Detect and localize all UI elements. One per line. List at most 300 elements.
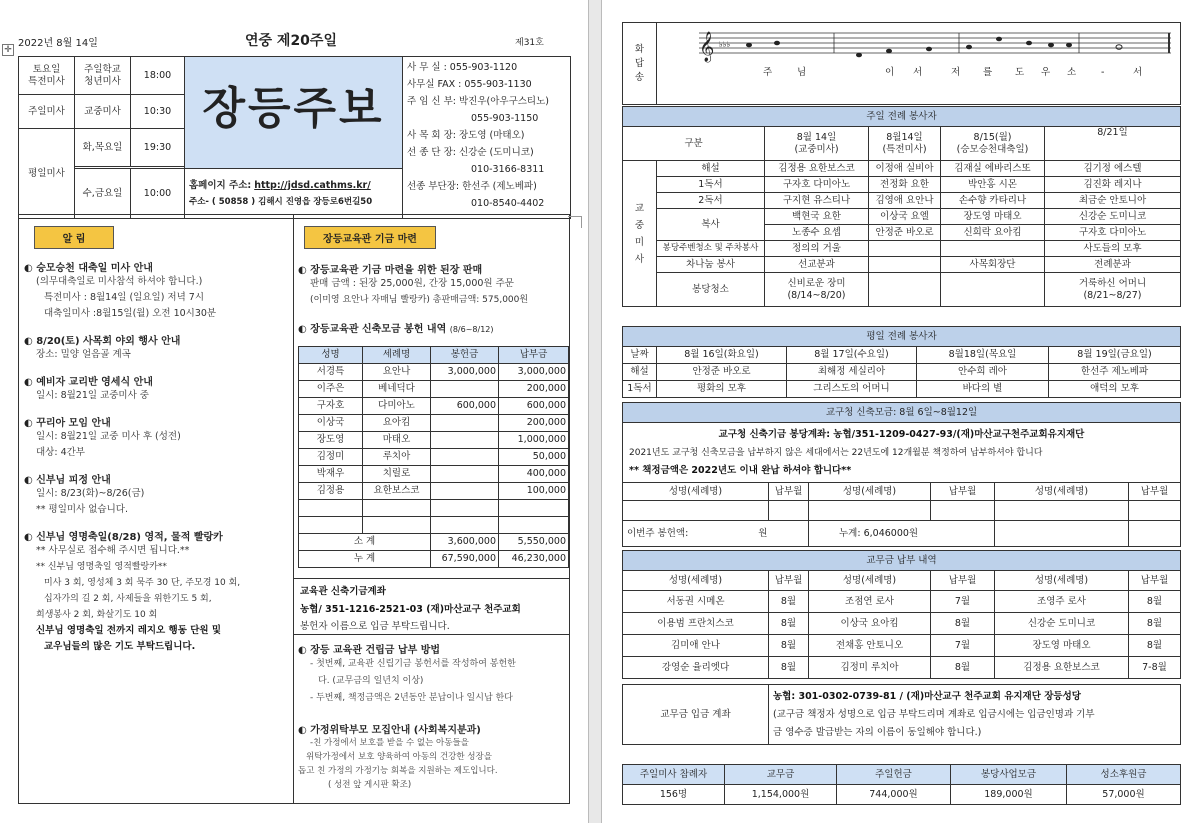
table-cell: 100,000 bbox=[499, 483, 569, 500]
contact-line: 선 종 단 장: 신강순 (도미니코) bbox=[407, 147, 534, 158]
table-cell: 루치아 bbox=[363, 449, 431, 466]
music-staff-icon bbox=[659, 23, 1179, 103]
table-cell bbox=[869, 257, 941, 273]
contacts-cell bbox=[403, 57, 571, 219]
fund-heading: 장등교육관 기금 마련 bbox=[304, 226, 436, 249]
col-header: 성명(세례명) bbox=[623, 483, 769, 501]
table-cell: 7-8월 bbox=[1129, 657, 1181, 679]
mass-kind: 수,금요일 bbox=[75, 169, 131, 219]
weekly-unit: 원 bbox=[758, 527, 768, 539]
notice-heading: ◐ 꾸리아 모임 안내 bbox=[24, 418, 111, 429]
table-row bbox=[299, 449, 569, 466]
subtotal-row bbox=[299, 534, 569, 551]
issue-number: 제31호 bbox=[515, 38, 544, 48]
table-cell: 이상국 요아킴 bbox=[809, 613, 931, 635]
table-cell: 400,000 bbox=[499, 466, 569, 483]
lyric: 도 bbox=[1015, 67, 1025, 78]
table-cell bbox=[499, 517, 569, 534]
table-cell: 김정미 bbox=[299, 449, 363, 466]
page-gutter bbox=[588, 0, 602, 823]
table-cell bbox=[431, 449, 499, 466]
table-cell: 200,000 bbox=[499, 415, 569, 432]
table-cell: 3,000,000 bbox=[431, 364, 499, 381]
fund-method-block bbox=[294, 634, 570, 796]
col-header: 성명(세례명) bbox=[623, 571, 769, 591]
table-cell bbox=[941, 241, 1045, 257]
table-cell: 안정준 바오로 bbox=[869, 225, 941, 241]
lyric: 이 bbox=[885, 67, 895, 78]
table-cell: 구자호 다미아노 bbox=[765, 177, 869, 193]
table-cell bbox=[931, 501, 995, 521]
table-cell bbox=[623, 501, 769, 521]
table-row bbox=[623, 635, 1181, 657]
col-header: 날짜 bbox=[623, 347, 657, 364]
table-row bbox=[623, 177, 1181, 193]
notice-line: 일시: 8월21일 교중 미사 후 (성전) bbox=[36, 431, 181, 442]
table-cell bbox=[499, 500, 569, 517]
table-row bbox=[623, 209, 1181, 225]
table-cell bbox=[869, 273, 941, 307]
table-cell: 8월 bbox=[1129, 635, 1181, 657]
table-cell: 소 계 bbox=[299, 534, 431, 551]
table-cell: 김미애 안나 bbox=[623, 635, 769, 657]
svg-text:𝄞: 𝄞 bbox=[699, 32, 715, 62]
col-header: 주일헌금 bbox=[837, 765, 951, 785]
col-header: 성명(세례명) bbox=[995, 571, 1129, 591]
table-cell: 8월 bbox=[931, 657, 995, 679]
table-cell: 구자호 bbox=[299, 398, 363, 415]
col-header: 8월 14일 (교중미사) bbox=[765, 127, 869, 161]
notice-heading: ◐ 신부님 영명축일(8/28) 영적, 물적 빨랑카 bbox=[24, 532, 223, 543]
mass-day: 주일미사 bbox=[19, 95, 75, 129]
col-header: 납부월 bbox=[931, 483, 995, 501]
side-label: 교 중 미 사 bbox=[623, 161, 657, 307]
col-header: 구분 bbox=[623, 127, 765, 161]
table-cell: 장도영 bbox=[299, 432, 363, 449]
lyric: 님 bbox=[797, 67, 807, 78]
table-cell: 600,000 bbox=[499, 398, 569, 415]
table-cell: 신강순 도미니코 bbox=[995, 613, 1129, 635]
hymn-label: 화 답 송 bbox=[623, 23, 657, 105]
contact-line: 055-903-1150 bbox=[471, 113, 539, 124]
table-row bbox=[299, 500, 569, 517]
contact-line: 사 목 회 장: 장도영 (마태오) bbox=[407, 130, 525, 141]
notice-closing: 교우님들의 많은 기도 부탁드립니다. bbox=[44, 641, 196, 652]
lyric: 우 bbox=[1041, 67, 1051, 78]
notice-heading: ◐ 신부님 피정 안내 bbox=[24, 475, 111, 486]
notice-line: 미사 3 회, 영성체 3 회 묵주 30 단, 주모경 10 회, bbox=[44, 578, 241, 588]
foster-heading: ◐ 가정위탁부모 모집안내 (사회복지분과) bbox=[298, 725, 481, 736]
foster-line: -친 가정에서 보호를 받을 수 없는 아동들을 bbox=[310, 738, 469, 748]
table-cell: 안수희 레아 bbox=[917, 364, 1049, 381]
table-cell: 사목회장단 bbox=[941, 257, 1045, 273]
hymn-lyrics bbox=[657, 67, 1177, 81]
table-cell: 요한보스코 bbox=[363, 483, 431, 500]
weekly-offering bbox=[623, 521, 809, 547]
diocese-info bbox=[623, 423, 1181, 483]
table-cell bbox=[809, 501, 931, 521]
dues-account-info bbox=[769, 685, 1181, 745]
table-cell: 장도영 마태오 bbox=[995, 635, 1129, 657]
table-cell bbox=[1129, 521, 1181, 547]
table-row bbox=[299, 381, 569, 398]
table-row bbox=[623, 613, 1181, 635]
table-cell bbox=[995, 521, 1129, 547]
table-cell: 다미아노 bbox=[363, 398, 431, 415]
paper-nameplate bbox=[185, 57, 403, 169]
dues-account: 농협: 301-0302-0739-81 / (재)마산교구 천주교회 유지재단 장등성당 bbox=[773, 690, 1081, 702]
notice-block bbox=[24, 528, 289, 655]
method-heading: ◐ 장등 교육관 건립금 납부 방법 bbox=[298, 645, 441, 656]
table-row bbox=[623, 364, 1181, 381]
col-header: 성명 bbox=[299, 347, 363, 364]
table-row bbox=[299, 517, 569, 534]
table-cell bbox=[299, 517, 363, 534]
table-cell bbox=[431, 500, 499, 517]
lyric: 서 bbox=[1133, 67, 1143, 78]
fund-account-block bbox=[294, 578, 570, 639]
table-cell: 조점연 로사 bbox=[809, 591, 931, 613]
weekly-label: 이번주 봉헌액: bbox=[627, 527, 689, 539]
cumulative bbox=[809, 521, 995, 547]
table-cell: 박재우 bbox=[299, 466, 363, 483]
page-corner-marker bbox=[568, 216, 582, 228]
table-row bbox=[623, 241, 1181, 257]
notice-closing: 신부님 영명축일 전까지 레지오 행동 단원 및 bbox=[36, 625, 222, 636]
table-row bbox=[623, 785, 1181, 805]
dues-note: (교구금 책정자 성명으로 입금 부탁드리며 계좌로 입금시에는 입금인명과 기부 bbox=[773, 708, 1095, 720]
diocese-fund-table bbox=[622, 402, 1181, 547]
move-handle-icon[interactable]: ✛ bbox=[2, 44, 14, 56]
dues-table bbox=[622, 550, 1181, 745]
cum-value: 6,046000원 bbox=[863, 527, 919, 539]
notice-line: ** 사무실로 접수해 주시면 됩니다.** bbox=[36, 545, 190, 556]
table-cell: 8월 bbox=[931, 613, 995, 635]
table-cell: 67,590,000 bbox=[431, 551, 499, 568]
lyric: 소 bbox=[1067, 67, 1077, 78]
mass-time: 18:00 bbox=[131, 57, 185, 95]
table-cell: 평화의 모후 bbox=[657, 381, 787, 398]
table-cell: 8월 bbox=[769, 635, 809, 657]
mass-day: 평일미사 bbox=[19, 129, 75, 219]
table-row bbox=[299, 432, 569, 449]
table-cell: 8월 bbox=[1129, 591, 1181, 613]
table-cell bbox=[1129, 501, 1181, 521]
table-cell: 8월 bbox=[769, 613, 809, 635]
table-cell: 김정용 bbox=[299, 483, 363, 500]
fund-column bbox=[298, 226, 568, 335]
svg-text:♭♭♭: ♭♭♭ bbox=[719, 40, 731, 49]
mass-kind: 화,목요일 bbox=[75, 129, 131, 167]
col-header: 8월 17일(수요일) bbox=[787, 347, 917, 364]
notice-heading: ◐ 승모승천 대축일 미사 안내 bbox=[24, 263, 153, 274]
table-cell: 백현국 요한 bbox=[765, 209, 869, 225]
table-cell: 156명 bbox=[623, 785, 725, 805]
col-header: 8/21일 bbox=[1045, 127, 1181, 161]
sale-line: (이미영 요안나 자매님 빨랑카) 총판매금액: 575,000원 bbox=[310, 295, 529, 305]
col-header: 성명(세례명) bbox=[995, 483, 1129, 501]
table-row bbox=[623, 161, 1181, 177]
notice-block bbox=[24, 259, 289, 322]
table-cell bbox=[299, 500, 363, 517]
contact-line: 사 무 실 : 055-903-1120 bbox=[407, 62, 518, 73]
notice-line: (의무대축일로 미사참석 하셔야 합니다.) bbox=[36, 276, 203, 287]
table-cell: 이주은 bbox=[299, 381, 363, 398]
col-header: 봉헌금 bbox=[431, 347, 499, 364]
col-header: 납부금 bbox=[499, 347, 569, 364]
table-cell: 이상국 bbox=[299, 415, 363, 432]
table-cell: 3,000,000 bbox=[499, 364, 569, 381]
table-cell bbox=[363, 500, 431, 517]
table-row bbox=[623, 193, 1181, 209]
table-row bbox=[299, 483, 569, 500]
diocese-account: 교구청 신축기금 봉당계좌: 농협/351-1209-0427-93/(재)마산교구천주교회유지재단 bbox=[718, 428, 1085, 440]
table-cell: 8월 bbox=[1129, 613, 1181, 635]
notice-block bbox=[24, 414, 289, 461]
table-cell bbox=[869, 241, 941, 257]
sunday-servers-table bbox=[622, 106, 1181, 307]
paper-name: 장등주보 bbox=[202, 82, 385, 134]
dues-note: 금 영수증 발급받는 자의 이름이 동일해야 합니다.) bbox=[773, 726, 982, 738]
mass-kind: 교중미사 bbox=[75, 95, 131, 129]
notice-block bbox=[24, 373, 289, 404]
table-row bbox=[623, 657, 1181, 679]
table-cell: 그리스도의 어머니 bbox=[787, 381, 917, 398]
notices-heading: 알 림 bbox=[34, 226, 114, 249]
table-cell bbox=[431, 483, 499, 500]
col-header: 8/15(월) (승모승천대축일) bbox=[941, 127, 1045, 161]
table-cell: 신강순 도미니코 bbox=[1045, 209, 1181, 225]
mass-time: 10:00 bbox=[131, 169, 185, 219]
foster-line: 위탁가정에서 보호 양육하여 아동의 건강한 성장을 bbox=[306, 752, 492, 762]
hymn-score bbox=[657, 23, 1181, 105]
table-cell: 1,154,000원 bbox=[725, 785, 837, 805]
contact-line: 사무실 FAX : 055-903-1130 bbox=[407, 79, 532, 90]
table-cell: 해설 bbox=[657, 161, 765, 177]
parish-address: 주소- ( 50858 ) 김해시 진영읍 장등로6번길50 bbox=[189, 196, 373, 207]
table-cell: 구지현 유스티나 bbox=[765, 193, 869, 209]
weekday-servers-table bbox=[622, 326, 1181, 398]
table-cell: 1독서 bbox=[623, 381, 657, 398]
notice-line: ** 신부님 영명축일 영적빨랑카** bbox=[36, 562, 167, 572]
table-cell: 애덕의 모후 bbox=[1049, 381, 1181, 398]
table-cell: 서동권 시메온 bbox=[623, 591, 769, 613]
mass-time: 19:30 bbox=[131, 129, 185, 167]
table-cell: 이용범 프란치스코 bbox=[623, 613, 769, 635]
col-header: 8월 16일(화요일) bbox=[657, 347, 787, 364]
table-cell: 서경특 bbox=[299, 364, 363, 381]
table-cell: 3,600,000 bbox=[431, 534, 499, 551]
hymn-table bbox=[622, 22, 1181, 105]
table-cell: 이상국 요엘 bbox=[869, 209, 941, 225]
table-cell: 해설 bbox=[623, 364, 657, 381]
table-cell: 정의의 거울 bbox=[765, 241, 869, 257]
table-cell: 복사 bbox=[657, 209, 765, 241]
contact-line: 선종 부단장: 한선주 (제노베파) bbox=[407, 181, 537, 192]
table-cell: 전채홍 안토니오 bbox=[809, 635, 931, 657]
table-row bbox=[623, 591, 1181, 613]
table-cell: 5,550,000 bbox=[499, 534, 569, 551]
col-header: 납부월 bbox=[931, 571, 995, 591]
table-row bbox=[623, 273, 1181, 307]
notice-block bbox=[24, 471, 289, 518]
table-cell: 누 계 bbox=[299, 551, 431, 568]
table-cell: 7월 bbox=[931, 635, 995, 657]
notice-line: 대상: 4간부 bbox=[36, 447, 85, 458]
notice-heading: ◐ 8/20(토) 사목회 야외 행사 안내 bbox=[24, 336, 181, 347]
notice-line: 장소: 밀양 얼음골 계곡 bbox=[36, 349, 131, 360]
table-cell: 1독서 bbox=[657, 177, 765, 193]
lyric: - bbox=[1101, 67, 1105, 78]
fund-account-title: 교육관 신축기금계좌 bbox=[300, 586, 386, 597]
method-line: 다. (교무금의 일년치 이상) bbox=[318, 676, 424, 686]
dues-account-label: 교무금 입금 계좌 bbox=[623, 685, 769, 745]
col-header: 성소후원금 bbox=[1067, 765, 1181, 785]
section-title: 교무금 납부 내역 bbox=[623, 551, 1181, 571]
table-cell bbox=[431, 432, 499, 449]
table-cell: 구자호 다미아노 bbox=[1045, 225, 1181, 241]
col-header: 8월 19일(금요일) bbox=[1049, 347, 1181, 364]
table-cell: 요안나 bbox=[363, 364, 431, 381]
table-cell: 신비로운 장미 (8/14~8/20) bbox=[765, 273, 869, 307]
fund-account-note: 봉헌자 이름으로 입금 부탁드립니다. bbox=[300, 621, 450, 632]
table-cell: 사도들의 모후 bbox=[1045, 241, 1181, 257]
table-cell: 손수향 카타리나 bbox=[941, 193, 1045, 209]
table-cell: 600,000 bbox=[431, 398, 499, 415]
col-header: 봉당사업모금 bbox=[951, 765, 1067, 785]
table-cell bbox=[431, 517, 499, 534]
homepage-cell bbox=[185, 169, 403, 219]
diocese-note: 2021년도 교구청 신축모금을 납부하지 않은 세대에서는 22년도에 12개월분 책정하여 납부하셔야 합니다 bbox=[629, 447, 1043, 458]
table-cell: 김재실 에바리스또 bbox=[941, 161, 1045, 177]
table-cell: 박안홍 시몬 bbox=[941, 177, 1045, 193]
col-header: 세례명 bbox=[363, 347, 431, 364]
table-cell: 김영애 요안나 bbox=[869, 193, 941, 209]
mass-schedule-table bbox=[18, 56, 571, 219]
table-cell bbox=[431, 466, 499, 483]
table-cell: 김정용 요한보스코 bbox=[765, 161, 869, 177]
table-cell: 김기정 에스텔 bbox=[1045, 161, 1181, 177]
table-cell: 신희락 요아킴 bbox=[941, 225, 1045, 241]
sale-line: 판매 금액 : 된장 25,000원, 간장 15,000원 주문 bbox=[310, 278, 514, 289]
table-cell: 한선주 제노베파 bbox=[1049, 364, 1181, 381]
foster-line: 돕고 친 가정의 가정기능 회복을 지원하는 제도입니다. bbox=[298, 766, 498, 776]
table-cell bbox=[941, 273, 1045, 307]
col-header: 교무금 bbox=[725, 765, 837, 785]
total-row bbox=[299, 551, 569, 568]
donation-heading bbox=[298, 320, 568, 335]
notice-block bbox=[24, 332, 289, 363]
notice-line: 일시: 8월21일 교중미사 중 bbox=[36, 390, 149, 401]
table-cell: 노종수 요셉 bbox=[765, 225, 869, 241]
table-cell: 1,000,000 bbox=[499, 432, 569, 449]
notice-line: 일시: 8/23(화)~8/26(금) bbox=[36, 488, 145, 499]
table-cell: 김정용 요한보스코 bbox=[995, 657, 1129, 679]
table-cell: 장도영 마태오 bbox=[941, 209, 1045, 225]
table-cell: 200,000 bbox=[499, 381, 569, 398]
col-header: 8월14일 (특전미사) bbox=[869, 127, 941, 161]
table-cell: 안정준 바오로 bbox=[657, 364, 787, 381]
donation-period: (8/6~8/12) bbox=[449, 325, 494, 334]
table-cell: 최해정 세실리아 bbox=[787, 364, 917, 381]
mass-kind: 주일학교 청년미사 bbox=[75, 57, 131, 95]
method-line: - 첫번째, 교육관 신립기금 봉헌서를 작성하여 봉헌한 bbox=[310, 659, 516, 669]
notice-line: 희생봉사 2 회, 화살기도 10 회 bbox=[36, 610, 158, 620]
table-cell: 50,000 bbox=[499, 449, 569, 466]
table-row bbox=[623, 257, 1181, 273]
col-header: 8월18일(목요일 bbox=[917, 347, 1049, 364]
lyric: 서 bbox=[913, 67, 923, 78]
table-cell: 봉당주벤청소 및 주차봉사 bbox=[657, 241, 765, 257]
table-cell: 46,230,000 bbox=[499, 551, 569, 568]
table-cell bbox=[769, 501, 809, 521]
sale-heading: ◐ 장등교육관 기금 마련을 위한 된장 판매 bbox=[298, 265, 483, 276]
table-cell bbox=[431, 415, 499, 432]
table-cell: 조영주 로사 bbox=[995, 591, 1129, 613]
col-header: 성명(세례명) bbox=[809, 483, 931, 501]
table-cell: 744,000원 bbox=[837, 785, 951, 805]
col-header: 납부월 bbox=[1129, 483, 1181, 501]
col-header: 납부월 bbox=[1129, 571, 1181, 591]
table-cell: 7월 bbox=[931, 591, 995, 613]
table-cell: 189,000원 bbox=[951, 785, 1067, 805]
table-cell: 최금순 안토니아 bbox=[1045, 193, 1181, 209]
table-cell: 김진화 레지나 bbox=[1045, 177, 1181, 193]
method-line: - 두번째, 책정금액은 2년동안 분납이나 일시납 한다 bbox=[310, 693, 513, 703]
bulletin-title: 연중 제20주일 bbox=[245, 33, 337, 49]
col-header: 납부월 bbox=[769, 483, 809, 501]
table-cell: 전정화 요한 bbox=[869, 177, 941, 193]
notice-line: ** 평일미사 없습니다. bbox=[36, 504, 128, 515]
homepage-link[interactable]: http://jdsd.cathms.kr/ bbox=[254, 179, 371, 191]
table-cell: 봉당청소 bbox=[657, 273, 765, 307]
table-row bbox=[299, 364, 569, 381]
table-row bbox=[299, 398, 569, 415]
contact-line: 010-8540-4402 bbox=[471, 198, 545, 209]
section-title: 주일 전례 봉사자 bbox=[623, 107, 1181, 127]
contact-line: 주 임 신 부: 박진우(아우구스티노) bbox=[407, 96, 549, 107]
table-cell: 8월 bbox=[769, 591, 809, 613]
table-cell: 거룩하신 어머니 (8/21~8/27) bbox=[1045, 273, 1181, 307]
table-cell: 차나눔 봉사 bbox=[657, 257, 765, 273]
table-cell: 치릴로 bbox=[363, 466, 431, 483]
table-cell: 요아킴 bbox=[363, 415, 431, 432]
notices-column bbox=[24, 226, 289, 655]
contact-line: 010-3166-8311 bbox=[471, 164, 545, 175]
table-cell: 이정애 실비아 bbox=[869, 161, 941, 177]
table-cell: 바다의 별 bbox=[917, 381, 1049, 398]
table-cell: 전례분과 bbox=[1045, 257, 1181, 273]
mass-time: 10:30 bbox=[131, 95, 185, 129]
notice-line: 십자가의 길 2 회, 사제들을 위한기도 5 회, bbox=[44, 594, 212, 604]
table-cell bbox=[363, 517, 431, 534]
col-header: 주일미사 참례자 bbox=[623, 765, 725, 785]
table-cell: 베네딕다 bbox=[363, 381, 431, 398]
notice-line: 특전미사 : 8월14일 (일요일) 저녁 7시 bbox=[44, 292, 205, 303]
section-title: 평일 전례 봉사자 bbox=[623, 327, 1181, 347]
table-cell: 8월 bbox=[769, 657, 809, 679]
lyric: 저 bbox=[951, 67, 961, 78]
table-cell: 김정미 루치아 bbox=[809, 657, 931, 679]
table-cell: 마태오 bbox=[363, 432, 431, 449]
lyric: 주 bbox=[763, 67, 773, 78]
foster-line: ( 성전 앞 게시판 확조) bbox=[328, 780, 412, 790]
bulletin-date: 2022년 8월 14일 bbox=[18, 38, 98, 49]
col-header: 성명(세례명) bbox=[809, 571, 931, 591]
diocese-warning: ** 책정금액은 2022년도 이내 완납 하셔야 합니다** bbox=[629, 464, 852, 476]
table-cell: 57,000원 bbox=[1067, 785, 1181, 805]
donation-table bbox=[298, 346, 569, 568]
